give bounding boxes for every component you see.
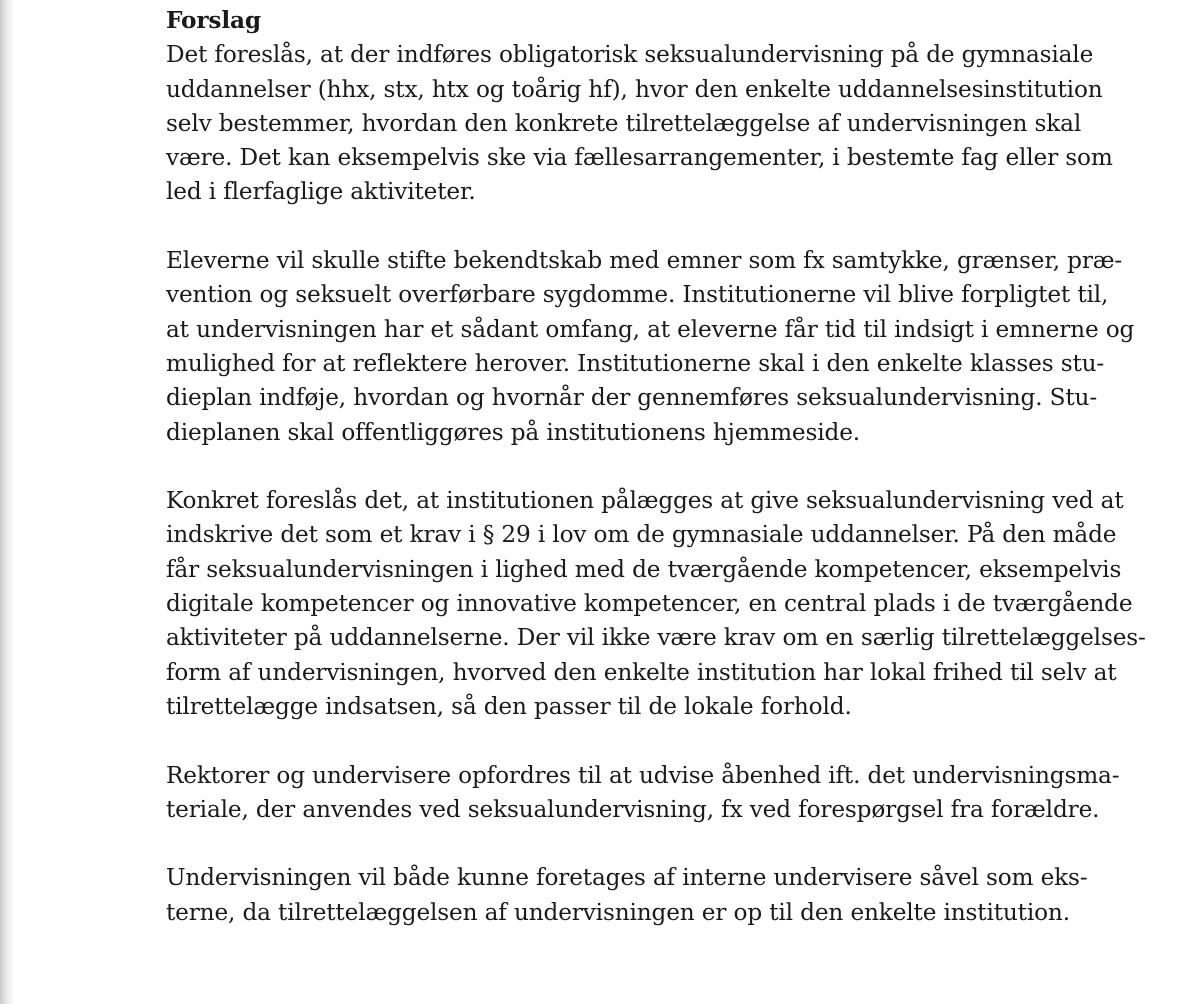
text-line: Rektorer og undervisere opfordres til at udvise åbenhed ift. det undervisningsma- <box>166 761 1120 789</box>
section-heading: Forslag <box>166 7 261 34</box>
paragraph <box>166 484 1146 724</box>
text-line: led i flerfaglige aktiviteter. <box>166 178 476 206</box>
text-line: teriale, der anvendes ved seksualundervisning, fx ved forespørgsel fra forældre. <box>166 795 1100 823</box>
paragraph <box>166 38 1113 209</box>
text-line: vention og seksuelt overførbare sygdomme. Institutionerne vil blive forpligtet til, <box>166 281 1109 309</box>
page-edge-shadow <box>0 0 14 1004</box>
text-line: dieplan indføje, hvordan og hvornår der gennemføres seksualundervisning. Stu- <box>166 384 1098 412</box>
text-line: være. Det kan eksempelvis ske via fællesarrangementer, i bestemte fag eller som <box>166 144 1113 172</box>
document-body <box>166 38 1146 930</box>
text-line: terne, da tilrettelæggelsen af undervisningen er op til den enkelte institution. <box>166 898 1070 926</box>
paragraph <box>166 244 1135 450</box>
text-line: uddannelser (hhx, stx, htx og toårig hf), hvor den enkelte uddannelsesinstitution <box>166 75 1103 103</box>
paragraph <box>166 759 1120 828</box>
text-line: dieplanen skal offentliggøres på institutionens hjemmeside. <box>166 418 861 446</box>
text-line: aktiviteter på uddannelserne. Der vil ikke være krav om en særlig tilrettelæggelses- <box>166 624 1146 652</box>
text-line: Konkret foreslås det, at institutionen pålægges at give seksualundervisning ved at <box>166 487 1124 515</box>
document-page <box>166 4 1146 964</box>
paragraph <box>166 861 1088 930</box>
text-line: Eleverne vil skulle stifte bekendtskab med emner som fx samtykke, grænser, præ- <box>166 247 1123 275</box>
text-line: selv bestemmer, hvordan den konkrete tilrettelæggelse af undervisningen skal <box>166 109 1082 137</box>
text-line: at undervisningen har et sådant omfang, at eleverne får tid til indsigt i emnerne og <box>166 315 1135 343</box>
text-line: Undervisningen vil både kunne foretages af interne undervisere såvel som eks- <box>166 864 1088 892</box>
text-line: indskrive det som et krav i § 29 i lov om de gymnasiale uddannelser. På den måde <box>166 521 1117 549</box>
text-line: mulighed for at reflektere herover. Institutionerne skal i den enkelte klasses stu- <box>166 349 1105 377</box>
text-line: digitale kompetencer og innovative kompetencer, en central plads i de tværgående <box>166 590 1133 618</box>
text-line: form af undervisningen, hvorved den enkelte institution har lokal frihed til selv at <box>166 658 1117 686</box>
text-line: Det foreslås, at der indføres obligatorisk seksualundervisning på de gymnasiale <box>166 41 1094 69</box>
text-line: får seksualundervisningen i lighed med de tværgående kompetencer, eksempelvis <box>166 555 1122 583</box>
text-line: tilrettelægge indsatsen, så den passer til de lokale forhold. <box>166 692 852 720</box>
